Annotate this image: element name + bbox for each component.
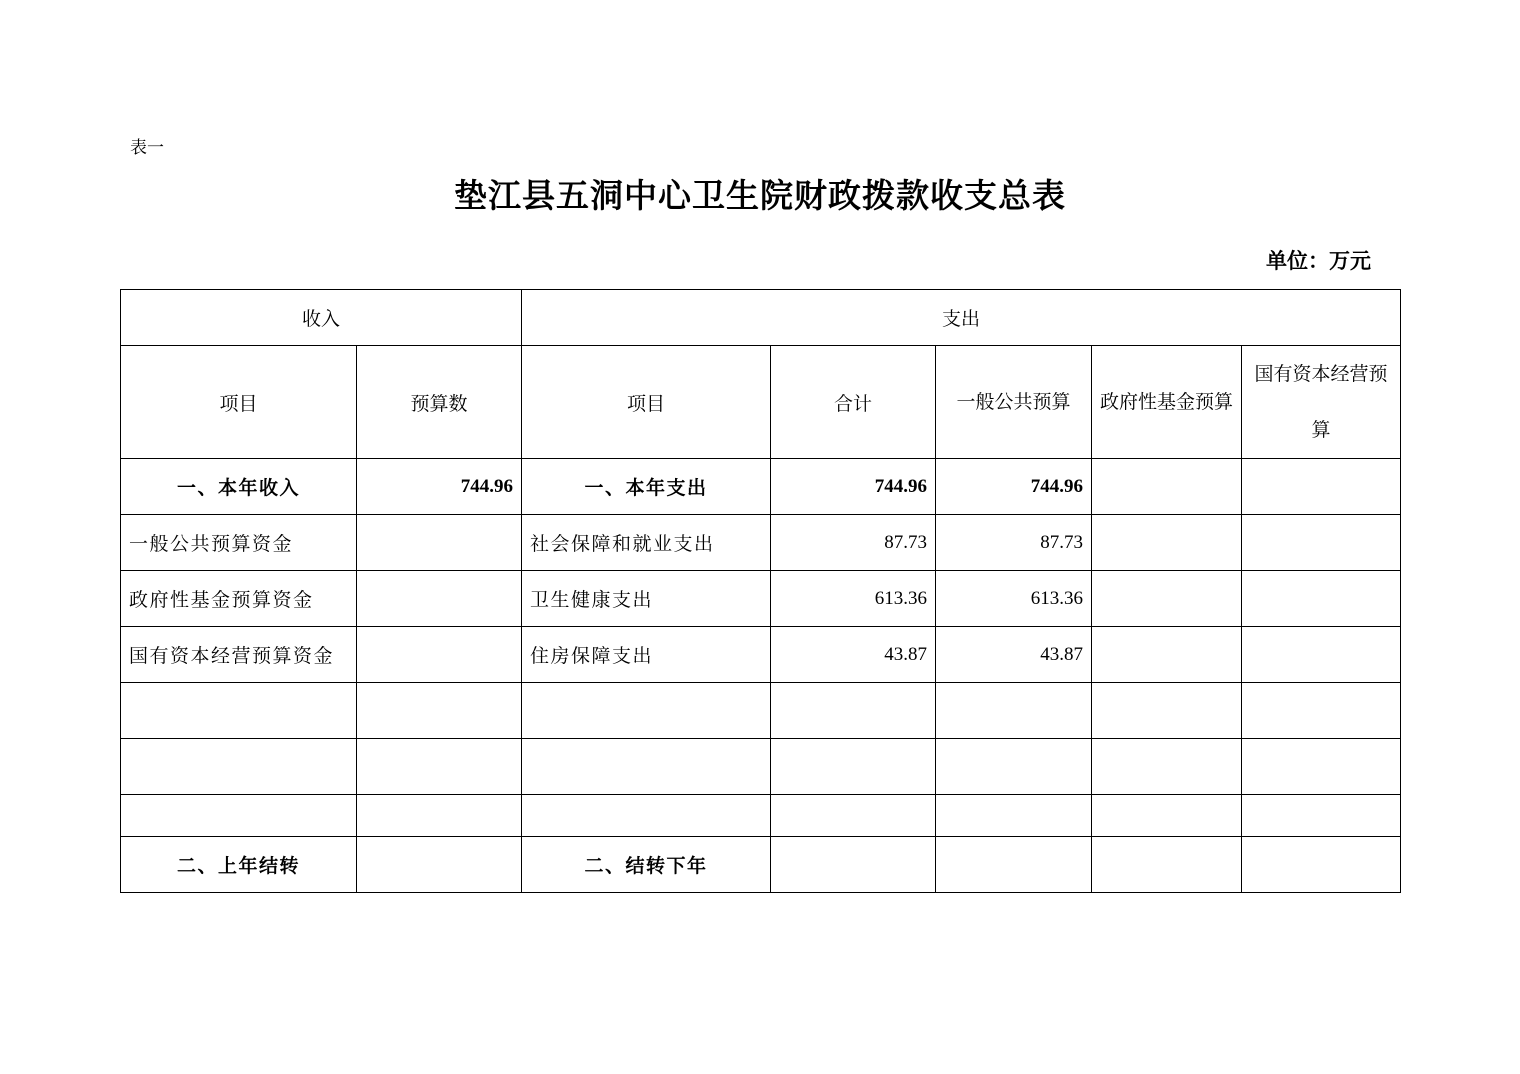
cell-gov-fund: [1092, 627, 1242, 683]
cell-state-capital: [1242, 683, 1401, 739]
cell-general-public: [936, 739, 1092, 795]
col-income-budget: 预算数: [357, 346, 522, 459]
cell-total: [771, 739, 936, 795]
cell-exp-item: 卫生健康支出: [522, 571, 771, 627]
cell-exp-item: [522, 739, 771, 795]
cell-gov-fund: [1092, 739, 1242, 795]
cell-income-item: [121, 683, 357, 739]
cell-exp-item: [522, 795, 771, 837]
col-total: 合计: [771, 346, 936, 459]
cell-income-budget: [357, 739, 522, 795]
cell-total: [771, 837, 936, 893]
cell-income-item: [121, 739, 357, 795]
cell-general-public: 43.87: [936, 627, 1092, 683]
table-row: [121, 459, 1401, 515]
cell-income-item: 一、本年收入: [121, 459, 357, 515]
cell-gov-fund: [1092, 795, 1242, 837]
cell-state-capital: [1242, 795, 1401, 837]
cell-income-budget: [357, 515, 522, 571]
cell-total: 87.73: [771, 515, 936, 571]
table-row: [121, 683, 1401, 739]
cell-income-budget: [357, 571, 522, 627]
cell-state-capital: [1242, 459, 1401, 515]
cell-general-public: 744.96: [936, 459, 1092, 515]
cell-gov-fund: [1092, 837, 1242, 893]
cell-income-budget: [357, 627, 522, 683]
document-title: 垫江县五洞中心卫生院财政拨款收支总表: [454, 176, 1066, 215]
cell-gov-fund: [1092, 515, 1242, 571]
cell-income-item: 政府性基金预算资金: [121, 571, 357, 627]
table-row: [121, 571, 1401, 627]
table-row: [121, 795, 1401, 837]
cell-exp-item: 住房保障支出: [522, 627, 771, 683]
table-row: [121, 627, 1401, 683]
cell-income-budget: [357, 795, 522, 837]
cell-gov-fund: [1092, 683, 1242, 739]
cell-state-capital: [1242, 837, 1401, 893]
cell-exp-item: 二、结转下年: [522, 837, 771, 893]
group-header-row: [121, 290, 1401, 346]
income-group-header: 收入: [121, 290, 522, 346]
cell-gov-fund: [1092, 459, 1242, 515]
cell-income-budget: [357, 837, 522, 893]
cell-income-item: 二、上年结转: [121, 837, 357, 893]
cell-state-capital: [1242, 627, 1401, 683]
cell-income-budget: 744.96: [357, 459, 522, 515]
cell-general-public: 613.36: [936, 571, 1092, 627]
unit-label: 单位：万元: [1266, 248, 1371, 273]
table-row: [121, 515, 1401, 571]
cell-income-budget: [357, 683, 522, 739]
budget-summary-table: [120, 289, 1401, 893]
cell-total: 613.36: [771, 571, 936, 627]
col-exp-item: 项目: [522, 346, 771, 459]
cell-general-public: 87.73: [936, 515, 1092, 571]
column-header-row: [121, 346, 1401, 459]
table-label: 表一: [130, 138, 164, 158]
cell-general-public: [936, 683, 1092, 739]
cell-gov-fund: [1092, 571, 1242, 627]
cell-income-item: 一般公共预算资金: [121, 515, 357, 571]
cell-exp-item: [522, 683, 771, 739]
cell-total: [771, 683, 936, 739]
cell-exp-item: 一、本年支出: [522, 459, 771, 515]
cell-state-capital: [1242, 571, 1401, 627]
expenditure-group-header: 支出: [522, 290, 1401, 346]
cell-general-public: [936, 795, 1092, 837]
cell-total: 43.87: [771, 627, 936, 683]
cell-income-item: 国有资本经营预算资金: [121, 627, 357, 683]
cell-general-public: [936, 837, 1092, 893]
cell-income-item: [121, 795, 357, 837]
table-row: [121, 739, 1401, 795]
col-income-item: 项目: [121, 346, 357, 459]
col-state-capital: 国有资本经营预算: [1242, 346, 1401, 459]
cell-total: 744.96: [771, 459, 936, 515]
cell-total: [771, 795, 936, 837]
cell-state-capital: [1242, 515, 1401, 571]
cell-exp-item: 社会保障和就业支出: [522, 515, 771, 571]
cell-state-capital: [1242, 739, 1401, 795]
col-gov-fund: 政府性基金预算: [1092, 346, 1242, 459]
col-general-public: 一般公共预算: [936, 346, 1092, 459]
table-row: [121, 837, 1401, 893]
